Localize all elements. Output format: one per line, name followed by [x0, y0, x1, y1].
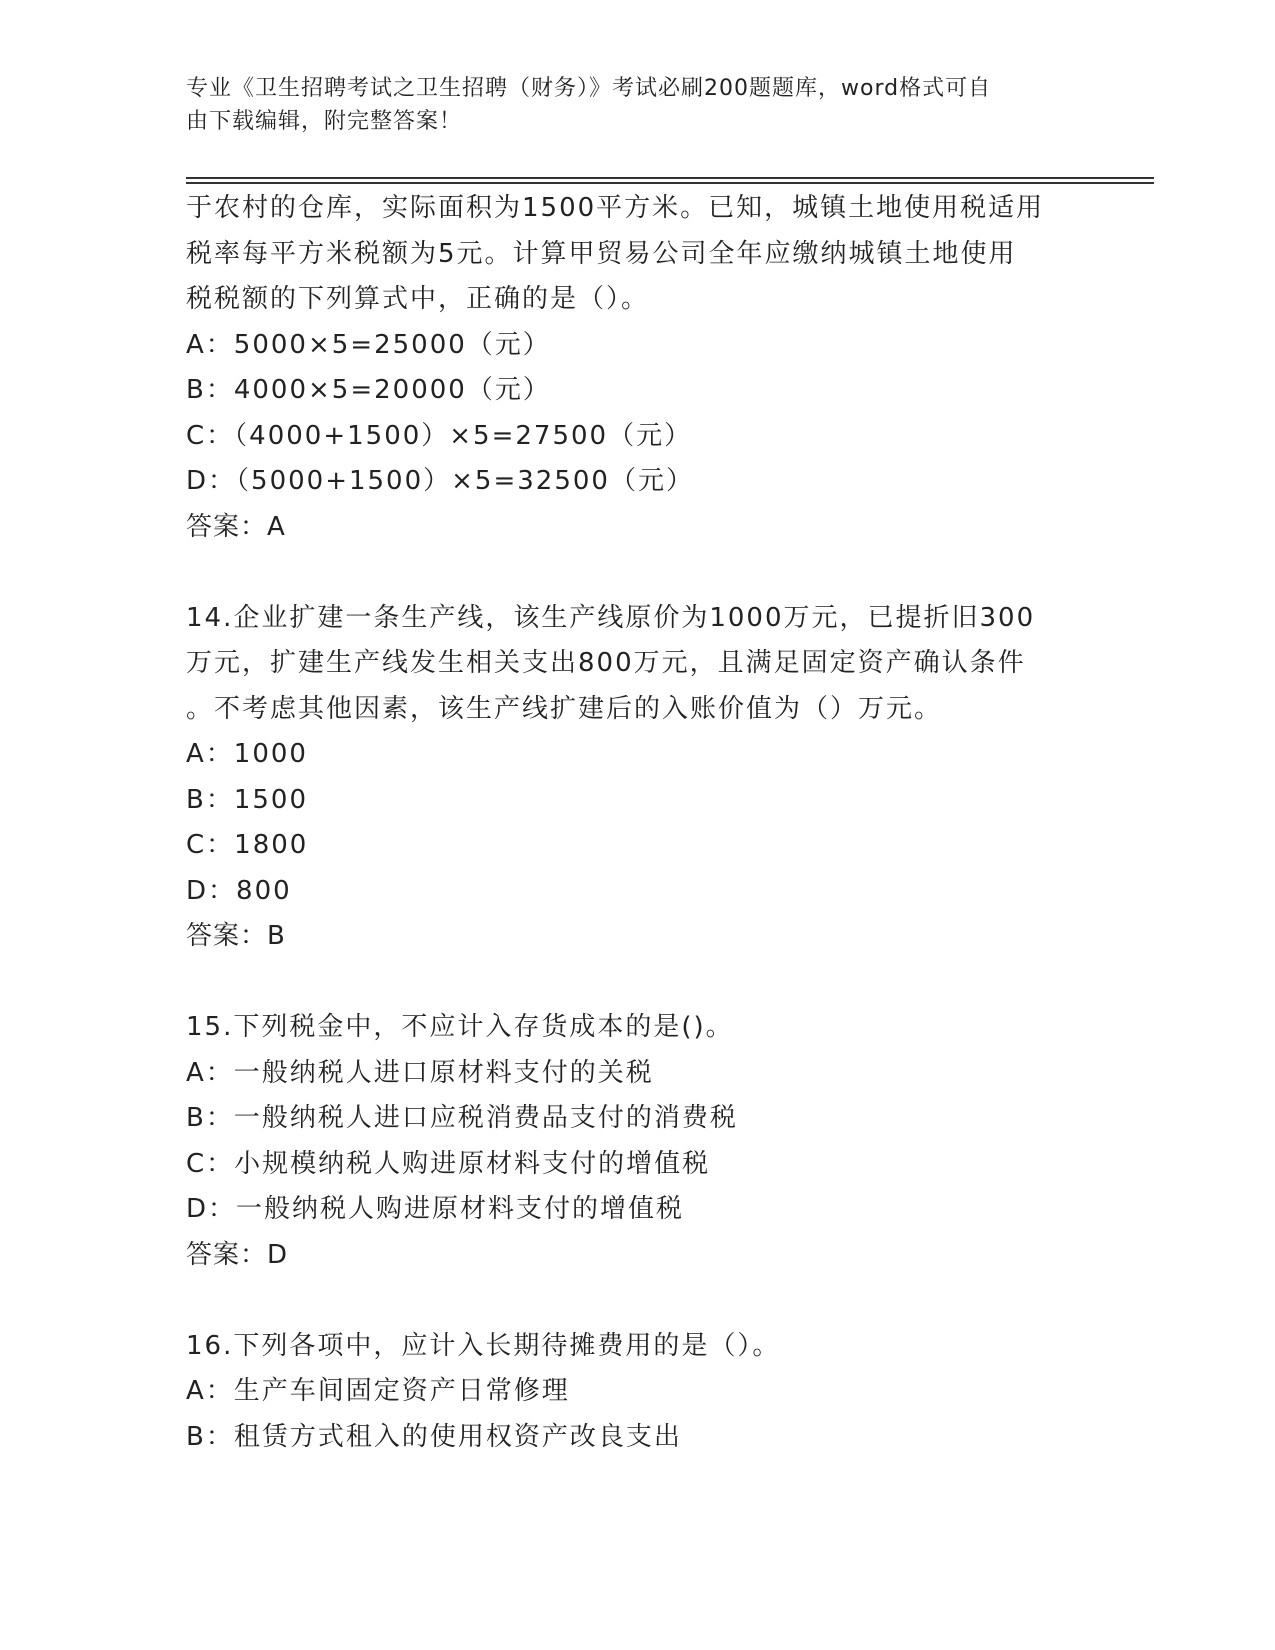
question-13: [186, 186, 1086, 550]
option-d: D：800: [186, 875, 292, 906]
option-a: A：生产车间固定资产日常修理: [186, 1376, 570, 1406]
spacer: [186, 550, 1086, 596]
question-14: [186, 596, 1086, 960]
option-b: B：1500: [186, 784, 309, 815]
option-a: A：一般纳税人进口原材料支付的关税: [186, 1057, 654, 1088]
header-rule-top: [186, 177, 1154, 179]
document-header: [186, 72, 1066, 138]
spacer: [186, 1278, 1086, 1324]
option-b: B：一般纳税人进口应税消费品支付的消费税: [186, 1103, 738, 1133]
option-b: B：4000×5=20000（元）: [186, 375, 551, 405]
option-c: C：（4000+1500）×5=27500（元）: [186, 420, 693, 451]
question-stem-line: 15.下列税金中，不应计入存货成本的是()。: [186, 1012, 734, 1042]
answer-line: 答案：B: [186, 921, 286, 951]
question-stem-line: 14.企业扩建一条生产线，该生产线原价为1000万元，已提折旧300: [186, 602, 1036, 633]
header-line-2: 由下载编辑，附完整答案！: [186, 109, 463, 134]
question-stem-line: 于农村的仓库，实际面积为1500平方米。已知，城镇土地使用税适用: [186, 193, 1045, 223]
question-16: [186, 1324, 1086, 1461]
option-d: D：一般纳税人购进原材料支付的增值税: [186, 1194, 685, 1224]
question-15: [186, 1005, 1086, 1278]
option-a: A：5000×5=25000（元）: [186, 329, 551, 360]
question-stem-line: 16.下列各项中，应计入长期待摊费用的是（）。: [186, 1330, 781, 1361]
answer-line: 答案：D: [186, 1239, 289, 1270]
spacer: [186, 960, 1086, 1006]
option-a: A：1000: [186, 739, 308, 769]
option-d: D：（5000+1500）×5=32500（元）: [186, 466, 694, 496]
option-c: C：1800: [186, 830, 309, 860]
question-stem-line: 万元，扩建生产线发生相关支出800万元，且满足固定资产确认条件: [186, 648, 1026, 678]
header-line-1: 专业《卫生招聘考试之卫生招聘（财务）》考试必刷200题题库，word格式可自: [186, 76, 992, 101]
header-rule-bottom: [186, 182, 1154, 184]
option-b: B：租赁方式租入的使用权资产改良支出: [186, 1421, 682, 1452]
document-body: [186, 186, 1086, 1460]
answer-line: 答案：A: [186, 511, 286, 542]
question-stem-line: 税率每平方米税额为5元。计算甲贸易公司全年应缴纳城镇土地使用: [186, 238, 1017, 269]
question-stem-line: 税税额的下列算式中，正确的是（）。: [186, 284, 650, 314]
option-c: C：小规模纳税人购进原材料支付的增值税: [186, 1148, 711, 1179]
question-stem-line: 。不考虑其他因素，该生产线扩建后的入账价值为（）万元。: [186, 693, 943, 724]
